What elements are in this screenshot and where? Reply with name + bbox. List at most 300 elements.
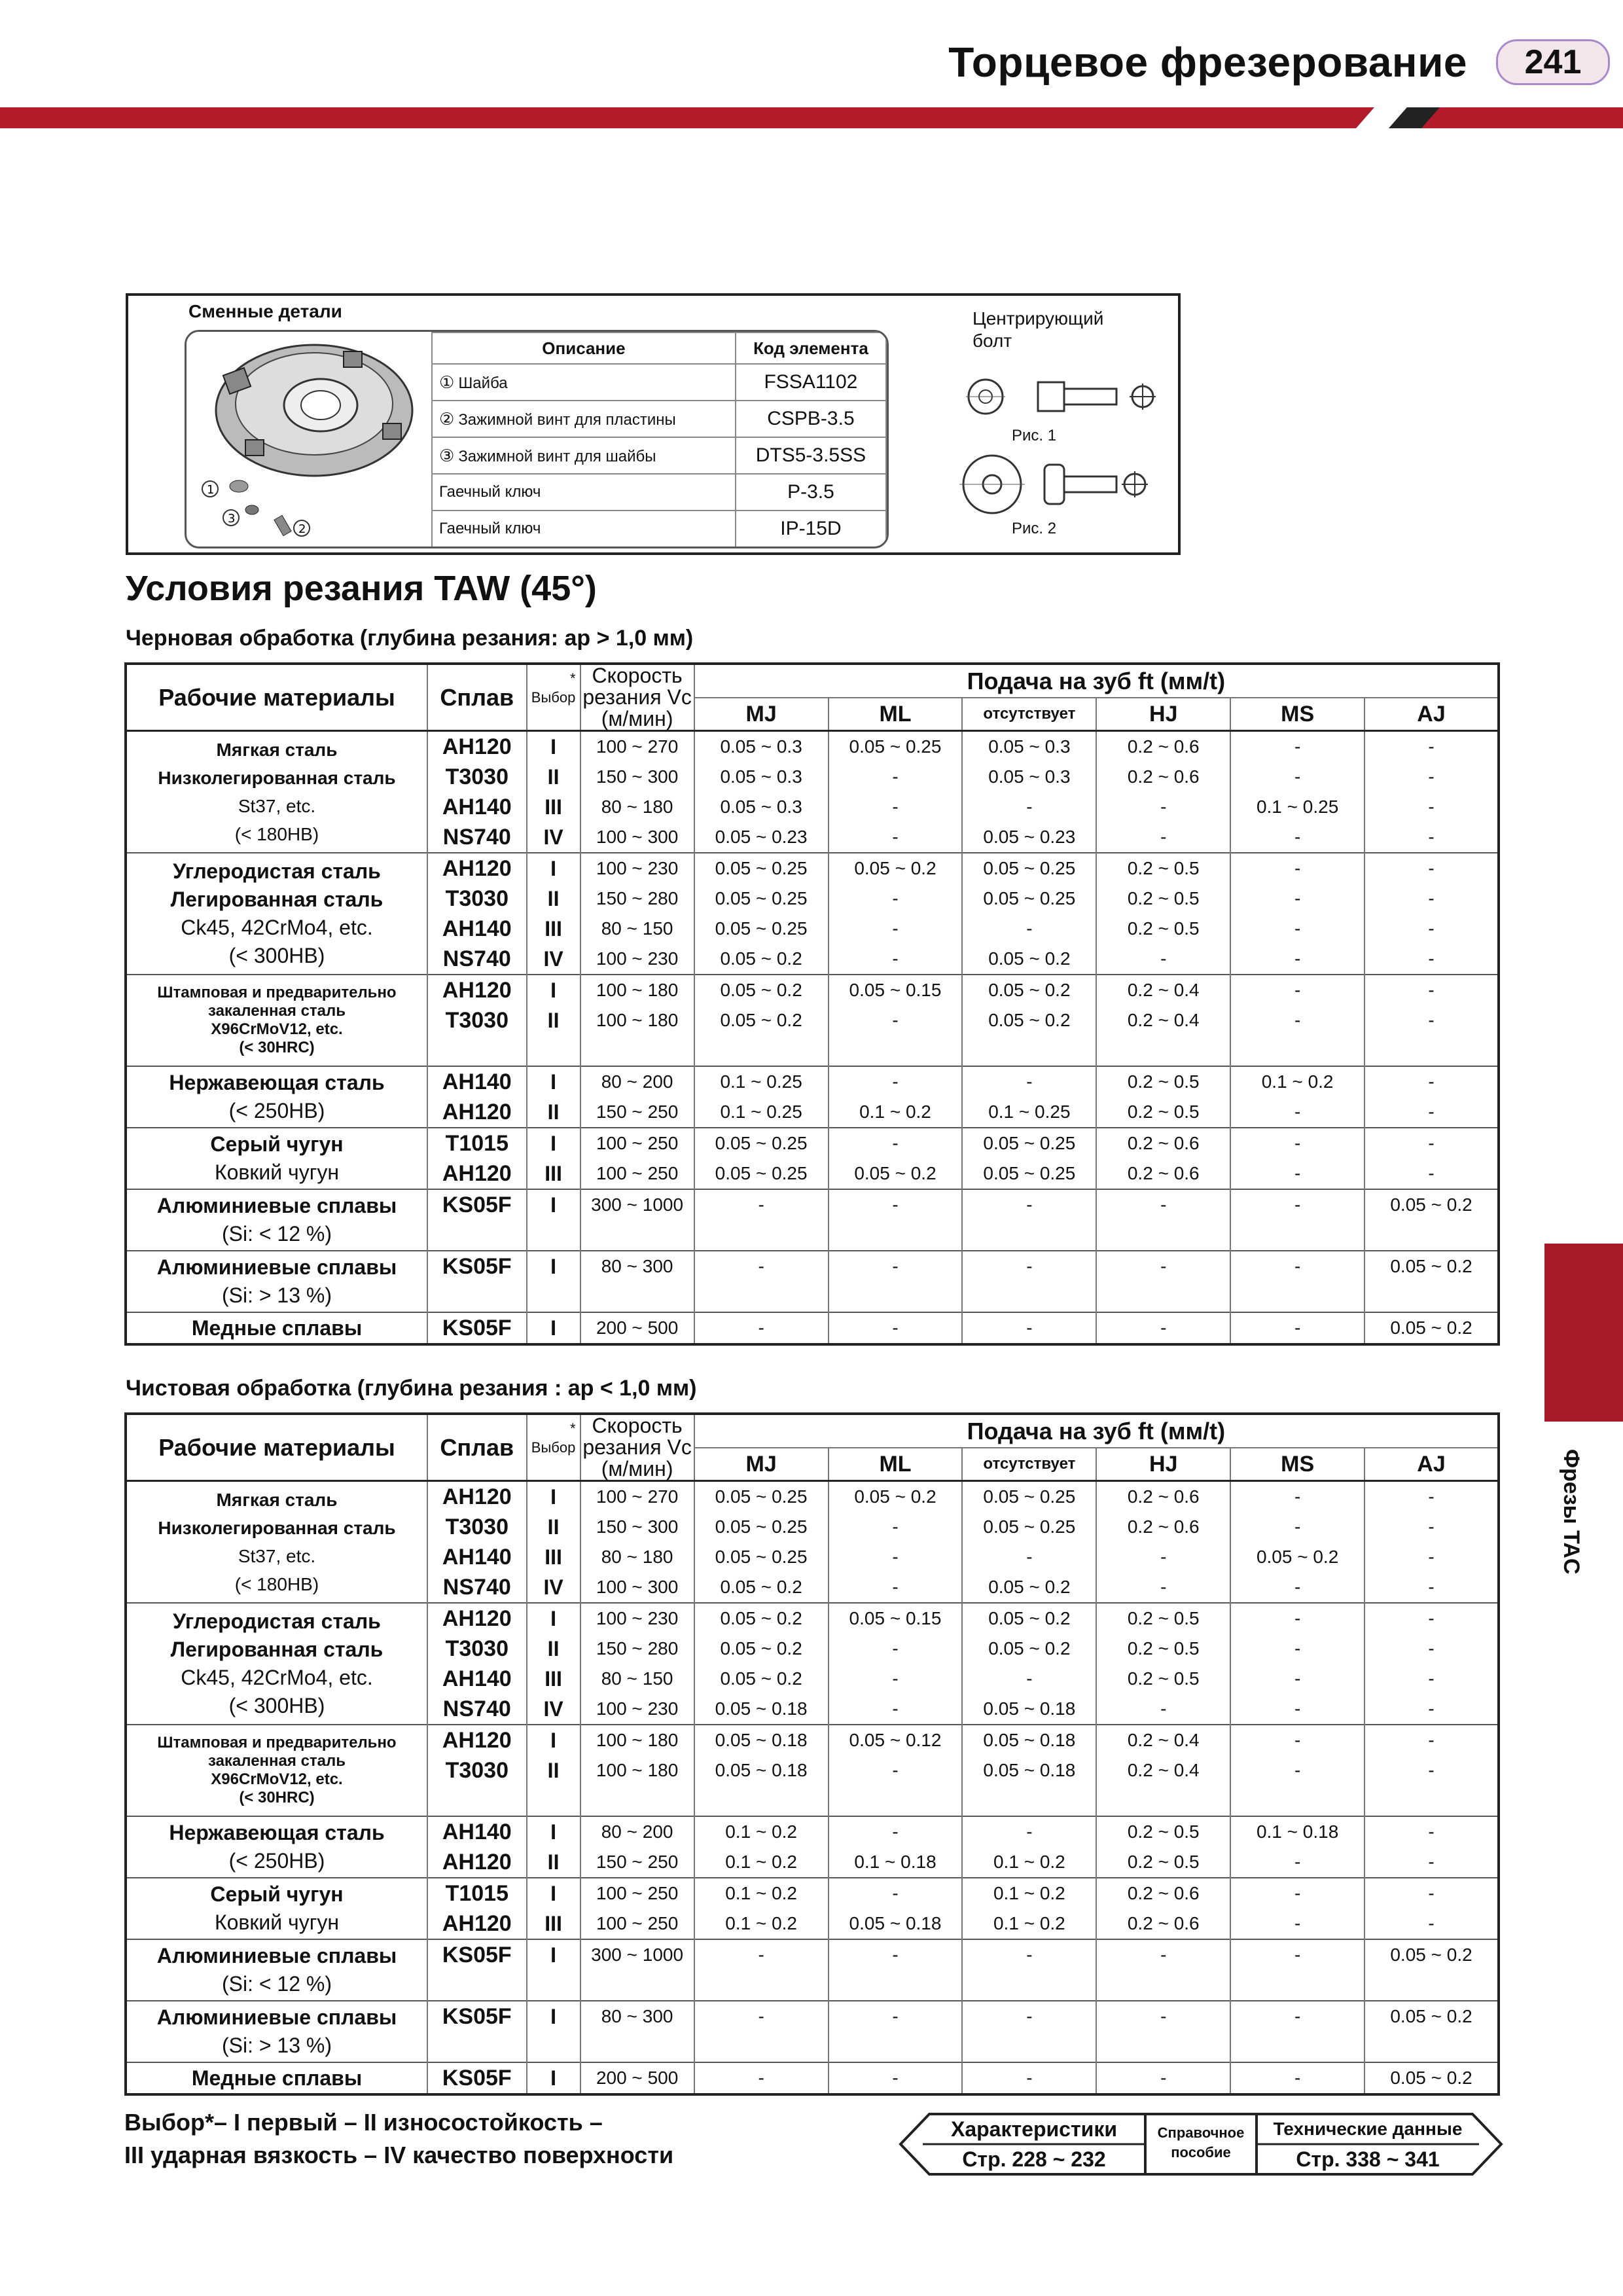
header-alloy: Сплав xyxy=(427,1414,527,1481)
alloy-cell: AH120 xyxy=(427,731,527,762)
feed-aj-cell: - xyxy=(1364,1542,1499,1572)
material-line: Алюминиевые сплавы xyxy=(156,1944,397,1967)
speed-cell: 100 ~ 180 xyxy=(580,1725,694,1755)
alloy-cell: T3030 xyxy=(427,1634,527,1664)
material-line: Штамповая и предварительно xyxy=(157,984,397,1001)
feed-ml-cell: 0.05 ~ 0.18 xyxy=(829,1909,963,1939)
feed-ml-cell: - xyxy=(829,884,963,914)
feed-none-cell: 0.05 ~ 0.18 xyxy=(962,1725,1096,1755)
feed-ms-cell: 0.1 ~ 0.18 xyxy=(1230,1816,1364,1847)
choice-cell: III xyxy=(527,1909,580,1939)
alloy-cell: NS740 xyxy=(427,1694,527,1725)
spare-parts-table xyxy=(431,332,887,548)
feed-hj-cell: - xyxy=(1096,1694,1230,1725)
empty-cell xyxy=(829,2032,963,2062)
feed-mj-cell: 0.05 ~ 0.2 xyxy=(694,1603,829,1634)
empty-cell xyxy=(580,1220,694,1251)
material-line: Алюминиевые сплавы xyxy=(156,1255,397,1279)
choice-cell: III xyxy=(527,1664,580,1694)
feed-aj-cell: 0.05 ~ 0.2 xyxy=(1364,2001,1499,2032)
empty-cell xyxy=(694,1970,829,2001)
feed-ml-cell: 0.05 ~ 0.2 xyxy=(829,853,963,884)
header-materials: Рабочие материалы xyxy=(126,664,427,731)
feed-none-cell: - xyxy=(962,1066,1096,1097)
feed-ms-cell: - xyxy=(1230,762,1364,792)
spare-parts-panel xyxy=(185,330,889,548)
empty-cell xyxy=(1230,1035,1364,1066)
speed-cell: 100 ~ 230 xyxy=(580,1694,694,1725)
feed-aj-cell: - xyxy=(1364,944,1499,975)
alloy-cell: AH120 xyxy=(427,853,527,884)
part-number-badge: ③ xyxy=(439,445,455,465)
speed-cell: 300 ~ 1000 xyxy=(580,1939,694,1970)
header-choice-text: Выбор xyxy=(531,1439,576,1456)
material-line: Легированная сталь xyxy=(170,888,383,911)
speed-cell: 80 ~ 300 xyxy=(580,1251,694,1282)
asterisk-mark: * xyxy=(569,1420,576,1437)
nav-techdata-link[interactable]: Технические данные xyxy=(1273,2119,1463,2139)
feed-ms-cell: - xyxy=(1230,975,1364,1005)
speed-cell: 300 ~ 1000 xyxy=(580,1189,694,1220)
alloy-cell: T3030 xyxy=(427,884,527,914)
feed-none-cell: 0.05 ~ 0.25 xyxy=(962,853,1096,884)
feed-mj-cell: 0.1 ~ 0.2 xyxy=(694,1816,829,1847)
material-line: Мягкая сталь xyxy=(216,740,338,760)
feed-hj-cell: 0.2 ~ 0.4 xyxy=(1096,975,1230,1005)
speed-cell: 100 ~ 230 xyxy=(580,1603,694,1634)
feed-ms-cell: - xyxy=(1230,1603,1364,1634)
empty-cell xyxy=(580,2032,694,2062)
material-line: Мягкая сталь xyxy=(216,1490,338,1510)
choice-cell: I xyxy=(527,1878,580,1909)
feed-ml-cell: 0.05 ~ 0.25 xyxy=(829,731,963,762)
alloy-cell: AH140 xyxy=(427,792,527,822)
feed-mj-cell: - xyxy=(694,1312,829,1344)
feed-aj-cell: - xyxy=(1364,914,1499,944)
material-line: Ковкий чугун xyxy=(214,1160,340,1184)
feed-mj-cell: 0.05 ~ 0.2 xyxy=(694,1572,829,1603)
feed-mj-cell: 0.1 ~ 0.25 xyxy=(694,1097,829,1128)
feed-aj-cell: - xyxy=(1364,1634,1499,1664)
feed-aj-cell: - xyxy=(1364,1005,1499,1035)
feed-mj-cell: 0.05 ~ 0.3 xyxy=(694,762,829,792)
speed-cell: 100 ~ 300 xyxy=(580,1572,694,1603)
feed-hj-cell: 0.2 ~ 0.5 xyxy=(1096,914,1230,944)
feed-ms-cell: - xyxy=(1230,1847,1364,1878)
choice-cell: I xyxy=(527,731,580,762)
parts-row xyxy=(432,474,886,511)
header-chipbreaker-mj: MJ xyxy=(694,698,829,730)
alloy-cell: T1015 xyxy=(427,1878,527,1909)
feed-aj-cell: 0.05 ~ 0.2 xyxy=(1364,2062,1499,2094)
header-speed-line: (м/мин) xyxy=(601,1457,673,1480)
feed-hj-cell: 0.2 ~ 0.6 xyxy=(1096,1878,1230,1909)
nav-characteristics-pages[interactable]: Стр. 228 ~ 232 xyxy=(962,2147,1106,2171)
choice-cell: IV xyxy=(527,1572,580,1603)
feed-aj-cell: - xyxy=(1364,762,1499,792)
material-cell xyxy=(126,731,427,853)
choice-cell: III xyxy=(527,1542,580,1572)
alloy-cell: T3030 xyxy=(427,1005,527,1035)
speed-cell: 100 ~ 250 xyxy=(580,1158,694,1189)
feed-ms-cell: - xyxy=(1230,884,1364,914)
empty-cell xyxy=(962,1970,1096,2001)
nav-techdata-pages[interactable]: Стр. 338 ~ 341 xyxy=(1296,2147,1440,2171)
svg-text:1: 1 xyxy=(207,483,215,497)
feed-none-cell: 0.1 ~ 0.2 xyxy=(962,1878,1096,1909)
material-line: Серый чугун xyxy=(210,1882,344,1906)
empty-cell xyxy=(694,1220,829,1251)
table-row xyxy=(126,1251,1499,1282)
feed-none-cell: 0.05 ~ 0.23 xyxy=(962,822,1096,853)
parts-code: CSPB-3.5 xyxy=(736,401,886,437)
feed-none-cell: - xyxy=(962,2001,1096,2032)
feed-hj-cell: - xyxy=(1096,1189,1230,1220)
empty-cell xyxy=(1096,2032,1230,2062)
material-line: (Si: < 12 %) xyxy=(221,1222,332,1246)
feed-ml-cell: - xyxy=(829,2062,963,2094)
feed-mj-cell: 0.05 ~ 0.2 xyxy=(694,975,829,1005)
feed-aj-cell: - xyxy=(1364,1664,1499,1694)
material-cell xyxy=(126,1481,427,1604)
feed-mj-cell: 0.1 ~ 0.2 xyxy=(694,1847,829,1878)
feed-ms-cell: - xyxy=(1230,1909,1364,1939)
header-speed-line: резания Vc xyxy=(582,1435,692,1459)
feed-mj-cell: - xyxy=(694,1251,829,1282)
material-cell xyxy=(126,975,427,1066)
feed-aj-cell: - xyxy=(1364,853,1499,884)
feed-hj-cell: - xyxy=(1096,1939,1230,1970)
empty-cell xyxy=(829,1970,963,2001)
empty-cell xyxy=(427,1970,527,2001)
feed-hj-cell: - xyxy=(1096,1572,1230,1603)
choice-cell: I xyxy=(527,1603,580,1634)
feed-aj-cell: - xyxy=(1364,1847,1499,1878)
feed-ms-cell: - xyxy=(1230,1878,1364,1909)
feed-ms-cell: 0.1 ~ 0.2 xyxy=(1230,1066,1364,1097)
header-chipbreaker-aj: AJ xyxy=(1364,1448,1499,1480)
parts-row xyxy=(432,364,886,401)
feed-hj-cell: - xyxy=(1096,2001,1230,2032)
feed-mj-cell: 0.05 ~ 0.3 xyxy=(694,792,829,822)
feed-mj-cell: 0.05 ~ 0.25 xyxy=(694,914,829,944)
nav-reference-link[interactable] xyxy=(1145,2123,1257,2162)
material-line: Алюминиевые сплавы xyxy=(156,1194,397,1217)
fig2-caption: Рис. 2 xyxy=(1012,520,1057,537)
feed-ml-cell: - xyxy=(829,1755,963,1785)
feed-none-cell: 0.1 ~ 0.25 xyxy=(962,1097,1096,1128)
empty-cell xyxy=(1364,1035,1499,1066)
header-feed: Подача на зуб ft (мм/t) xyxy=(694,1414,1499,1448)
feed-none-cell: 0.05 ~ 0.2 xyxy=(962,1572,1096,1603)
empty-cell xyxy=(694,1282,829,1312)
choice-cell: I xyxy=(527,2062,580,2094)
feed-hj-cell: 0.2 ~ 0.6 xyxy=(1096,1128,1230,1158)
feed-hj-cell: - xyxy=(1096,1251,1230,1282)
feed-mj-cell: 0.05 ~ 0.2 xyxy=(694,1664,829,1694)
feed-hj-cell: - xyxy=(1096,792,1230,822)
parts-description xyxy=(432,511,736,547)
feed-hj-cell: 0.2 ~ 0.6 xyxy=(1096,1512,1230,1542)
material-line: (Si: < 12 %) xyxy=(221,1972,332,1996)
centering-bolt-fig1 xyxy=(966,373,1169,419)
alloy-cell: AH120 xyxy=(427,1158,527,1189)
speed-cell: 80 ~ 200 xyxy=(580,1816,694,1847)
feed-aj-cell: - xyxy=(1364,1694,1499,1725)
choice-cell: I xyxy=(527,1939,580,1970)
feed-hj-cell: 0.2 ~ 0.5 xyxy=(1096,1664,1230,1694)
feed-ms-cell: - xyxy=(1230,1097,1364,1128)
empty-cell xyxy=(580,1282,694,1312)
empty-cell xyxy=(1096,1220,1230,1251)
feed-ms-cell: - xyxy=(1230,1189,1364,1220)
feed-ms-cell: - xyxy=(1230,1755,1364,1785)
feed-ms-cell: - xyxy=(1230,1005,1364,1035)
empty-cell xyxy=(527,2032,580,2062)
table-row xyxy=(126,2001,1499,2032)
speed-cell: 150 ~ 300 xyxy=(580,762,694,792)
feed-aj-cell: - xyxy=(1364,1572,1499,1603)
feed-aj-cell: - xyxy=(1364,1158,1499,1189)
header-speed-line: резания Vc xyxy=(582,685,692,709)
choice-cell: IV xyxy=(527,822,580,853)
header-speed xyxy=(580,1414,694,1481)
empty-cell xyxy=(962,1220,1096,1251)
feed-ml-cell: - xyxy=(829,1694,963,1725)
header-chipbreaker-ml: ML xyxy=(829,698,963,730)
choice-cell: II xyxy=(527,884,580,914)
legend-line-2: III ударная вязкость – IV качество поверхности xyxy=(124,2142,674,2168)
feed-hj-cell: 0.2 ~ 0.6 xyxy=(1096,731,1230,762)
choice-cell: II xyxy=(527,1512,580,1542)
feed-aj-cell: - xyxy=(1364,1481,1499,1513)
feed-mj-cell: - xyxy=(694,2062,829,2094)
part-description-text: Гаечный ключ xyxy=(439,483,541,501)
speed-cell: 200 ~ 500 xyxy=(580,2062,694,2094)
choice-cell: I xyxy=(527,1251,580,1282)
feed-ml-cell: - xyxy=(829,822,963,853)
speed-cell: 200 ~ 500 xyxy=(580,1312,694,1344)
feed-hj-cell: 0.2 ~ 0.4 xyxy=(1096,1005,1230,1035)
feed-hj-cell: 0.2 ~ 0.5 xyxy=(1096,1603,1230,1634)
empty-cell xyxy=(1230,1970,1364,2001)
feed-ml-cell: - xyxy=(829,1939,963,1970)
feed-hj-cell: 0.2 ~ 0.6 xyxy=(1096,762,1230,792)
empty-cell xyxy=(962,1785,1096,1816)
feed-aj-cell: 0.05 ~ 0.2 xyxy=(1364,1251,1499,1282)
header-chipbreaker-отсутствует: отсутствует xyxy=(962,698,1096,730)
empty-cell xyxy=(962,1282,1096,1312)
empty-cell xyxy=(962,1035,1096,1066)
empty-cell xyxy=(829,1282,963,1312)
empty-cell xyxy=(1096,1282,1230,1312)
header-stripe xyxy=(0,105,1623,131)
header-materials: Рабочие материалы xyxy=(126,1414,427,1481)
alloy-cell: NS740 xyxy=(427,822,527,853)
speed-cell: 100 ~ 180 xyxy=(580,1755,694,1785)
table-row xyxy=(126,1128,1499,1158)
feed-hj-cell: 0.2 ~ 0.5 xyxy=(1096,853,1230,884)
feed-mj-cell: 0.05 ~ 0.2 xyxy=(694,944,829,975)
parts-description xyxy=(432,437,736,474)
parts-row xyxy=(432,401,886,437)
col-code: Код элемента xyxy=(736,332,886,364)
empty-cell xyxy=(1364,1785,1499,1816)
material-line: Низколегированная сталь xyxy=(158,768,396,788)
speed-cell: 100 ~ 250 xyxy=(580,1909,694,1939)
centering-bolt-label: Центрирующий болт xyxy=(972,308,1104,351)
fig1-caption: Рис. 1 xyxy=(1012,427,1057,444)
material-line: Медные сплавы xyxy=(191,2066,363,2090)
empty-cell xyxy=(1230,2032,1364,2062)
speed-cell: 100 ~ 250 xyxy=(580,1878,694,1909)
table-row xyxy=(126,1939,1499,1970)
nav-characteristics-link[interactable]: Характеристики xyxy=(950,2117,1117,2141)
part-description-text: Зажимной винт для шайбы xyxy=(458,447,656,465)
empty-cell xyxy=(427,1785,527,1816)
part-number-badge: ② xyxy=(439,408,455,429)
empty-cell xyxy=(527,1220,580,1251)
table-row xyxy=(126,1066,1499,1097)
material-line: (< 300HB) xyxy=(228,1694,325,1717)
header-choice-text: Выбор xyxy=(531,689,576,706)
feed-ml-cell: - xyxy=(829,1128,963,1158)
material-line: Углеродистая сталь xyxy=(173,1609,381,1633)
feed-aj-cell: - xyxy=(1364,884,1499,914)
feed-none-cell: 0.05 ~ 0.25 xyxy=(962,1481,1096,1513)
speed-cell: 80 ~ 180 xyxy=(580,792,694,822)
feed-hj-cell: 0.2 ~ 0.6 xyxy=(1096,1909,1230,1939)
material-line: (< 180HB) xyxy=(234,824,319,844)
parts-row xyxy=(432,437,886,474)
feed-mj-cell: 0.05 ~ 0.25 xyxy=(694,1158,829,1189)
material-line: Легированная сталь xyxy=(170,1638,383,1661)
feed-aj-cell: 0.05 ~ 0.2 xyxy=(1364,1189,1499,1220)
material-line: X96CrMoV12, etc. xyxy=(211,1020,343,1038)
empty-cell xyxy=(427,1220,527,1251)
feed-ml-cell: - xyxy=(829,1189,963,1220)
alloy-cell: T3030 xyxy=(427,762,527,792)
feed-aj-cell: - xyxy=(1364,1725,1499,1755)
choice-cell: II xyxy=(527,762,580,792)
feed-mj-cell: 0.05 ~ 0.18 xyxy=(694,1694,829,1725)
spare-parts-title: Сменные детали xyxy=(188,301,342,321)
table-row xyxy=(126,731,1499,762)
feed-none-cell: 0.05 ~ 0.25 xyxy=(962,884,1096,914)
header-chipbreaker-ms: MS xyxy=(1230,1448,1364,1480)
table-row xyxy=(126,1312,1499,1344)
material-line: Медные сплавы xyxy=(191,1316,363,1340)
feed-ms-cell: - xyxy=(1230,914,1364,944)
speed-cell: 100 ~ 250 xyxy=(580,1128,694,1158)
speed-cell: 100 ~ 180 xyxy=(580,975,694,1005)
svg-text:3: 3 xyxy=(228,512,236,526)
feed-none-cell: 0.05 ~ 0.2 xyxy=(962,1634,1096,1664)
alloy-cell: T3030 xyxy=(427,1755,527,1785)
feed-mj-cell: 0.05 ~ 0.2 xyxy=(694,1634,829,1664)
table-row xyxy=(126,1725,1499,1755)
feed-aj-cell: - xyxy=(1364,792,1499,822)
empty-cell xyxy=(1364,1220,1499,1251)
material-cell xyxy=(126,1816,427,1878)
empty-cell xyxy=(829,1035,963,1066)
feed-hj-cell: 0.2 ~ 0.4 xyxy=(1096,1755,1230,1785)
choice-cell: I xyxy=(527,1066,580,1097)
speed-cell: 100 ~ 230 xyxy=(580,944,694,975)
empty-cell xyxy=(427,2032,527,2062)
alloy-cell: AH140 xyxy=(427,1816,527,1847)
material-line: Ковкий чугун xyxy=(214,1910,340,1934)
feed-aj-cell: - xyxy=(1364,731,1499,762)
feed-none-cell: - xyxy=(962,2062,1096,2094)
table-row xyxy=(126,975,1499,1005)
speed-cell: 80 ~ 150 xyxy=(580,914,694,944)
feed-hj-cell: - xyxy=(1096,944,1230,975)
feed-hj-cell: 0.2 ~ 0.5 xyxy=(1096,884,1230,914)
parts-code: FSSA1102 xyxy=(736,364,886,401)
choice-cell: III xyxy=(527,1158,580,1189)
empty-cell xyxy=(1230,1220,1364,1251)
feed-mj-cell: - xyxy=(694,1189,829,1220)
feed-none-cell: - xyxy=(962,1189,1096,1220)
choice-legend xyxy=(124,2106,673,2172)
feed-ml-cell: - xyxy=(829,944,963,975)
feed-ml-cell: 0.1 ~ 0.18 xyxy=(829,1847,963,1878)
part-description-text: Зажимной винт для пластины xyxy=(458,410,676,429)
choice-cell: II xyxy=(527,1097,580,1128)
feed-aj-cell: - xyxy=(1364,822,1499,853)
header-chipbreaker-отсутствует: отсутствует xyxy=(962,1448,1096,1480)
part-number-badge: ① xyxy=(439,372,455,392)
feed-ml-cell: - xyxy=(829,1066,963,1097)
material-cell xyxy=(126,1189,427,1251)
material-line: Серый чугун xyxy=(210,1132,344,1156)
choice-cell: I xyxy=(527,1816,580,1847)
feed-none-cell: - xyxy=(962,914,1096,944)
feed-ml-cell: 0.05 ~ 0.15 xyxy=(829,975,963,1005)
empty-cell xyxy=(580,1970,694,2001)
speed-cell: 150 ~ 250 xyxy=(580,1097,694,1128)
material-line: (< 30HRC) xyxy=(239,1039,315,1056)
feed-ml-cell: - xyxy=(829,762,963,792)
feed-ml-cell: - xyxy=(829,1878,963,1909)
speed-cell: 80 ~ 200 xyxy=(580,1066,694,1097)
alloy-cell: AH140 xyxy=(427,1664,527,1694)
choice-cell: II xyxy=(527,1005,580,1035)
material-line: (< 250HB) xyxy=(228,1849,325,1873)
feed-ml-cell: - xyxy=(829,1816,963,1847)
material-line: Ck45, 42CrMo4, etc. xyxy=(181,916,373,939)
feed-none-cell: 0.05 ~ 0.25 xyxy=(962,1512,1096,1542)
feed-hj-cell: - xyxy=(1096,822,1230,853)
feed-ml-cell: 0.05 ~ 0.2 xyxy=(829,1481,963,1513)
feed-aj-cell: - xyxy=(1364,1603,1499,1634)
feed-none-cell: - xyxy=(962,1542,1096,1572)
empty-cell xyxy=(527,1282,580,1312)
feed-aj-cell: - xyxy=(1364,1816,1499,1847)
empty-cell xyxy=(829,1785,963,1816)
speed-cell: 150 ~ 250 xyxy=(580,1847,694,1878)
header-chipbreaker-hj: HJ xyxy=(1096,698,1230,730)
feed-ml-cell: - xyxy=(829,792,963,822)
table-row xyxy=(126,1878,1499,1909)
speed-cell: 80 ~ 150 xyxy=(580,1664,694,1694)
empty-cell xyxy=(694,1035,829,1066)
material-line: (< 180HB) xyxy=(234,1574,319,1594)
feed-ms-cell: - xyxy=(1230,1251,1364,1282)
material-cell xyxy=(126,2001,427,2062)
feed-none-cell: 0.05 ~ 0.2 xyxy=(962,975,1096,1005)
